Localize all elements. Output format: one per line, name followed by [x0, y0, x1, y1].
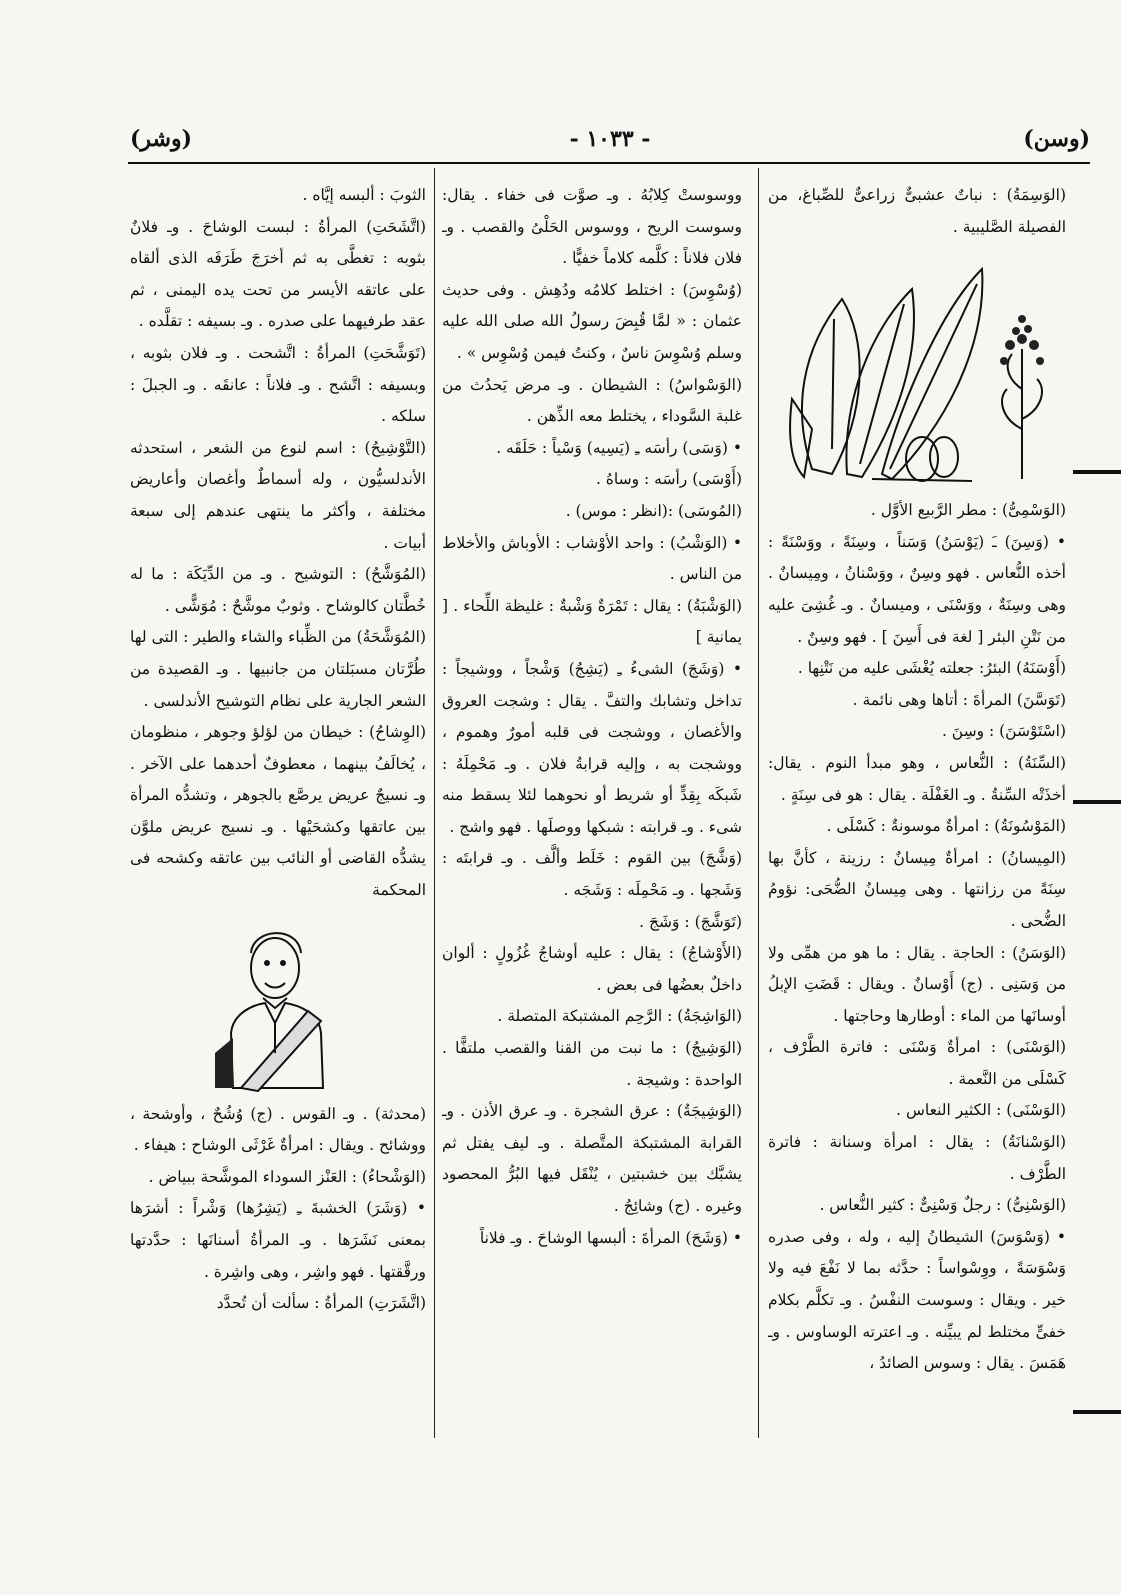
entry: (الوَسَنُ) : الحاجة . يقال : ما هو من همِّى ولا من وَسَنِى . (ج) أَوْسانٌ . ويقال : قَضَتِ الإبلُ أوسانَها من الماء : أوطارها وحاجتها . [768, 943, 1066, 1025]
entry: (اسْتَوْسَنَ) : وسِنَ . [941, 722, 1066, 741]
entry: (الأَوْشاجُ) : يقال : عليه أوشاجُ غُزُولٍ : ألوان داخلٌ بعضُها فى بعض . [442, 944, 742, 994]
entry: (الوَشْبَةُ) : يقال : تَمْرَةٌ وَشْبةٌ : غليظة اللِّحاء . [ يمانية ] [442, 596, 742, 647]
entry: • (وَسْوَسَ) الشيطانُ إليه ، وله ، وفى صدره وَسْوَسَةً ، ووِسْواساً : حدَّثه بما لا نَفْعَ فيه ولا خير . ويقال : وسوست النفْسُ . وـ تكلَّم بكلام خفىٍّ مختلط لم يبيِّنه . وـ اعترته الوساوس . وـ هَمَسَ . يقال : وسوس الصائدُ ، [768, 1227, 1066, 1373]
margin-tab [1073, 1410, 1121, 1414]
entry: (المُوَشَّحُ) : التوشيح . وـ من الدِّيَكَة : ما له خُطَّتان كالوشاح . وثوبٌ موشَّحٌ : مُوَشًّى . [130, 565, 426, 615]
entry: (الوَسْواسُ) : الشيطان . وـ مرض يَحدُث من غلبة السَّوداء ، يختلط معه الذِّهن . [442, 375, 742, 426]
plant-illustration-icon [772, 249, 1062, 489]
column-left [130, 180, 426, 1465]
entry: (اتَّشَحَتِ) المرأةُ : لبست الوشاحَ . وـ فلانٌ بثوبه : تغطَّى به ثم أخرَجَ طَرَفَه الذى ألقاه على عاتقه الأيسر من تحت يده اليمنى ، ثم عقد طرفيهما على صدره . وـ بسيفه : تقلَّده . [130, 217, 426, 331]
entry: (الوَشْحاءُ) : العَنْز السوداء الموشَّحة ببياض . [148, 1167, 426, 1186]
guide-word-left: (وشر) [130, 126, 193, 152]
entry: (التَّوْشِيحُ) : اسم لنوع من الشعر ، استحدثه الأندلسيُّون ، وله أسماطٌ وأغصان وأعاريض مختلفة ، وأكثر ما ينتهى عندهم إلى سبعة أبيات . [130, 438, 426, 552]
entry: (الوَسِمَةُ) : نباتٌ عشبىٌّ زراعىٌّ للصِّباغ، من الفصيلة الصَّليبية . [768, 186, 1066, 236]
margin-tab [1073, 800, 1121, 804]
entry: (المُوَشَّحَةُ) من الظِّباء والشاء والطير : التى لها طُرَّتان مسبَلتان من جانبيها . وـ القصيدة من الشعر الجارية على نظام التوشيح الأندلسى . [130, 628, 426, 710]
entry: (وَشَّجَ) بين القوم : خَلَط وألَّف . وـ قرابتَه : وَشَجها . وـ مَحْمِلَه : وَشَجَه . [442, 849, 742, 900]
entry: • (وَشَحَ) المرأةَ : ألبسها الوشاحَ . وـ فلاناً [479, 1228, 742, 1247]
entry: • (وَشَجَ) الشىءُ ـِ (يَشِجُ) وَشْجاً ، ووشيجاً : تداخل وتشابك والتفَّ . يقال : وشجت العروق والأغصان ، ووشجت فى قلبه أمورٌ وهموم ، ووشجت به ، وإليه قرابةُ فلان . وـ مَحْمِلَهُ : شَبكَه بِقِدٍّ أو شريط أو نحوهما لئلا يسقط منه شىء . وـ قرابته : شبكها ووصلَها . فهو واشج . [442, 659, 742, 836]
entry: ووسوستْ كِلابُهُ . وـ صوَّت فى خفاء . يقال: وسوست الريح ، ووسوس الحَلْىُ والقصب . وـ فلان فلاناً : كلَّمه كلاماً خفيًّا . [442, 186, 742, 268]
entry: • (وَسِنَ) ـَ (يَوْسَنُ) وَسَناً ، وسِنَةً ، ووَسْنَةً : أخذه النُّعاس . فهو وسِنٌ ، ووَسْنانُ ، ومِيسانٌ . وهى وسِنَةٌ ، ووَسْنَى ، وميسانٌ . وـ غُشِىَ عليه من نَتْنِ البئر [ لغة فى أَسِنَ ] . فهو وسِنٌ . [768, 532, 1066, 646]
entry: (أَوْسَى) رأسَه : وساهُ . [595, 470, 742, 489]
entry: (الوِشاحُ) : خيطان من لؤلؤ وجوهر ، منظومان ، يُخالَفُ بينهما ، معطوفٌ أحدهما على الآخر . وـ نسيجٌ عريض يرصَّع بالجوهر ، وتشدُّه المرأة بين عاتقها وكشحَيْها . وـ نسيج عريض ملوَّن يشدُّه القاضى أو النائب بين عاتقه وكشحه فى المحكمة [130, 723, 426, 900]
entry: (الوَسْنَى) : امرأةٌ وَسْنَى : فاترة الطَّرْف ، كَسْلَى من النَّعمة . [768, 1038, 1066, 1088]
entry: (المِيسانُ) : امرأةٌ مِيسانٌ : رزينة ، كأنَّ بها سِنَةً من رزانتها . وهى مِيسانُ الضُّحَى: نؤومُ الضُّحى . [768, 848, 1066, 930]
entry: (تَوَسَّنَ) المرأةَ : أتاها وهى نائمة . [852, 690, 1066, 709]
entry: • (وَسَى) رأسَه ـِ (يَسِيه) وَسْياً : حَلَقَه . [496, 438, 742, 457]
entry: • (وَشَرَ) الخشبةَ ـِ (يَشِرُها) وَشْراً : أشرَها بمعنى نَشَرَها . وـ المرأةُ أسنانَها : حدَّدتها ورقَّقتها . فهو واشِر ، وهى واشِرة . [130, 1199, 426, 1281]
entry: (الوَسْمِىُّ) : مطر الرَّبيع الأوَّل . [870, 501, 1066, 520]
entry: (تَوَشَّحَتِ) المرأةُ : اتَّشحت . وـ فلان بثوبه ، وبسيفه : اتَّشح . وـ فلاناً : عانقَه . وـ الجبلَ : سلكه . [130, 343, 426, 426]
entry: (الوَشِيجَةُ) : عرق الشجرة . وـ عرق الأذن . وـ القرابة المشتبكة المتَّصلة . وـ ليف يفتل ثم يشبَّك بين خشبتين ، يُنْقَل فيها البُرُّ المحصود وغيره . (ج) وشائِجُ . [442, 1102, 742, 1215]
entry: (محدثة) . وـ القوس . (ج) وُشُحٌ ، وأوشحة ، ووشائح . ويقال : امرأةٌ غَرْثَى الوشاح : هيفاء . [130, 1104, 426, 1155]
entry: (الوَشِيجُ) : ما نبت من القنا والقصب ملتفًّا . الواحدة : وشيجة . [442, 1039, 742, 1089]
entry: (الوَاشِجَةُ) : الرَّحِم المشتبكة المتصلة . [497, 1007, 742, 1026]
entry: الثوبَ : ألبسه إيَّاه . [302, 186, 426, 204]
column-divider-left [434, 168, 435, 1438]
entry: (تَوَشَّجَ) : وَشَجَ . [639, 912, 742, 931]
entry: (وُسْوِسَ) : اختلط كلامُه ودُهِش . وفى حديث عثمان : « لمَّا قُبِضَ رسولُ الله صلى الله عليه وسلم وُسْوِسَ ناسٌ ، وكنتُ فيمن وُسْوِس » . [442, 280, 742, 362]
guide-word-right: (وسن) [1023, 126, 1090, 152]
column-middle [442, 180, 742, 1465]
header-rule [128, 162, 1090, 164]
column-divider-right [758, 168, 759, 1438]
page-header [130, 126, 1090, 160]
entry: (الوَسْنِىُّ) : رجلٌ وَسْنِىٌّ : كثير النُّعاس . [819, 1196, 1066, 1215]
page-number: - ١٠٣٣ - [569, 126, 651, 152]
column-right [768, 180, 1066, 1465]
entry: • (الوَشْبُ) : واحد الأوْشاب : الأوباش والأخلاط من الناس . [442, 533, 742, 584]
entry: (المَوْسُونَةُ) : امرأةٌ موسونةٌ : كَسْلَى . [826, 817, 1066, 836]
entry: (المُوسَى) :(انظر : موس) . [565, 501, 742, 520]
entry: (الوَسْنانَةُ) : يقال : امرأة وسنانة : فاترة الطَّرْف . [768, 1133, 1066, 1183]
man-with-sash-illustration-icon [213, 913, 343, 1093]
entry: (الوَسْنَى) : الكثير النعاس . [896, 1101, 1066, 1120]
margin-tab [1073, 470, 1121, 474]
entry: (أَوْسَنَهُ) البئرُ: جعلته يُغْشَى عليه من نَتْنِها . [797, 659, 1066, 678]
entry: (اتَّشَرَتِ) المرأةُ : سألت أن تُحدَّد [216, 1294, 426, 1313]
entry: (السِّنَةُ) : النُّعاس ، وهو مبدأ النوم . يقال: أخذَتْه السِّنةُ . وـ الغَفْلَة . يقال : هو فى سِنَةٍ . [768, 753, 1066, 804]
